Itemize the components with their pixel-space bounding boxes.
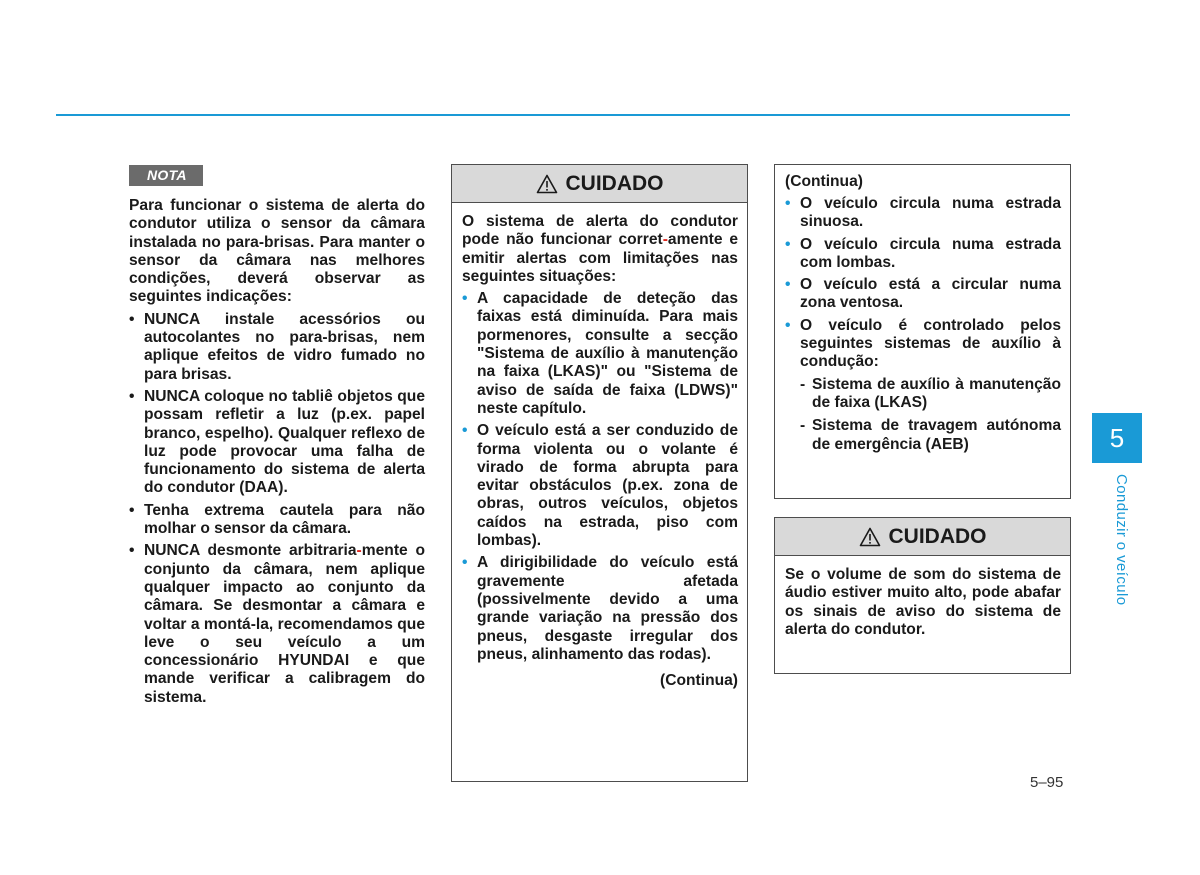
list-item: • NUNCA instale acessórios ou autocolantes no para-brisas, nem aplique efeitos de vidro fumado no para brisas.	[129, 310, 425, 383]
bullet-dot-icon: •	[785, 195, 791, 212]
bullet-dot-icon: •	[785, 276, 791, 294]
list-item: • A capacidade de deteção das faixas está diminuída. Para mais pormenores, consulte a secção "Sistema de auxílio à manutenção na faixa (LKAS)" ou "Sistema de aviso de saída de faixa (LDWS)" neste capítulo.	[462, 290, 738, 417]
continuation-sublist	[800, 376, 1061, 454]
caution-list	[462, 290, 738, 664]
list-item: • A dirigibilidade do veículo está gravemente afetada (possivelmente devido a uma grande variação na pressão dos pneus, desgaste irregular dos pneus, alinhamento das rodas).	[462, 554, 738, 663]
bullet-dot-icon: •	[129, 387, 135, 405]
continued-label: (Continua)	[660, 672, 738, 690]
caution-box-1	[451, 164, 748, 782]
nota-badge: NOTA	[129, 165, 203, 186]
dash-icon: -	[800, 375, 806, 393]
chapter-number-tab: 5	[1092, 413, 1142, 463]
continuation-list	[785, 195, 1061, 372]
warning-triangle-icon	[536, 174, 558, 194]
caution-header	[775, 518, 1070, 556]
nota-list	[129, 311, 425, 707]
nota-section	[129, 165, 425, 711]
caution-text: Se o volume de som do sistema de áudio estiver muito alto, pode abafar os sinais de aviso do sistema de alerta do condutor.	[785, 566, 1061, 638]
warning-triangle-icon	[859, 527, 881, 547]
list-item: • NUNCA coloque no tabliê objetos que possam refletir a luz (p.ex. papel branco, espelho). Qualquer reflexo de luz pode provocar uma falha de funcionamento do sistema de alerta do condutor (DAA).	[129, 387, 425, 497]
bullet-dot-icon: •	[129, 310, 135, 328]
dash-icon: -	[800, 417, 806, 435]
hyphen-mark: -	[356, 542, 362, 560]
sub-list-item: - Sistema de auxílio à manutenção de faixa (LKAS)	[800, 375, 1061, 411]
bullet-dot-icon: •	[462, 554, 468, 572]
continuation-box	[774, 164, 1071, 499]
caution-body	[452, 203, 747, 698]
bullet-dot-icon: •	[785, 235, 791, 253]
header-rule	[56, 114, 1070, 116]
list-item: • O veículo é controlado pelos seguintes sistemas de auxílio à condução:	[785, 316, 1061, 371]
continued-label: (Continua)	[785, 173, 863, 190]
hyphen-mark: -	[662, 231, 668, 249]
list-item: • O veículo circula numa estrada com lombas.	[785, 235, 1061, 271]
bullet-dot-icon: •	[462, 290, 468, 308]
caution-header	[452, 165, 747, 203]
list-item: • O veículo está a circular numa zona ventosa.	[785, 276, 1061, 312]
caution-intro: O sistema de alerta do condutor pode não funcionar corret-amente e emitir alertas com limitações nas seguintes situações:	[462, 213, 738, 285]
bullet-dot-icon: •	[129, 542, 135, 560]
bullet-dot-icon: •	[462, 422, 468, 440]
caution-box-2	[774, 517, 1071, 674]
list-item: • NUNCA desmonte arbitraria-mente o conjunto da câmara, nem aplique qualquer impacto ao conjunto da câmara. Se desmontar a câmara e voltar a montá-la, recomendamos que leve o seu veículo a um concessionário HYUNDAI e que mande verificar a calibragem do sistema.	[129, 542, 425, 706]
list-item: • O veículo está a ser conduzido de forma violenta ou o volante é virado de forma abrupta para evitar obstáculos (p.ex. zona de obras, outros veículos, objetos caídos na estrada, piso com lombas).	[462, 422, 738, 550]
nota-intro: Para funcionar o sistema de alerta do condutor utiliza o sensor da câmara instalada no para-brisas. Para manter o sensor da câmara nas melhores condições, deverá observar as seguintes indicações:	[129, 197, 425, 306]
chapter-title: Conduzir o veículo	[1113, 474, 1130, 606]
continuation-body	[775, 165, 1070, 467]
caution-title: CUIDADO	[565, 171, 664, 195]
list-item: • O veículo circula numa estrada sinuosa.	[785, 195, 1061, 231]
bullet-dot-icon: •	[785, 316, 791, 334]
page-number: 5–95	[1030, 774, 1064, 791]
caution-body	[775, 556, 1070, 647]
bullet-dot-icon: •	[129, 501, 135, 519]
sub-list-item: - Sistema de travagem autónoma de emergência (AEB)	[800, 417, 1061, 453]
list-item: • Tenha extrema cautela para não molhar o sensor da câmara.	[129, 501, 425, 538]
caution-title: CUIDADO	[888, 524, 987, 548]
